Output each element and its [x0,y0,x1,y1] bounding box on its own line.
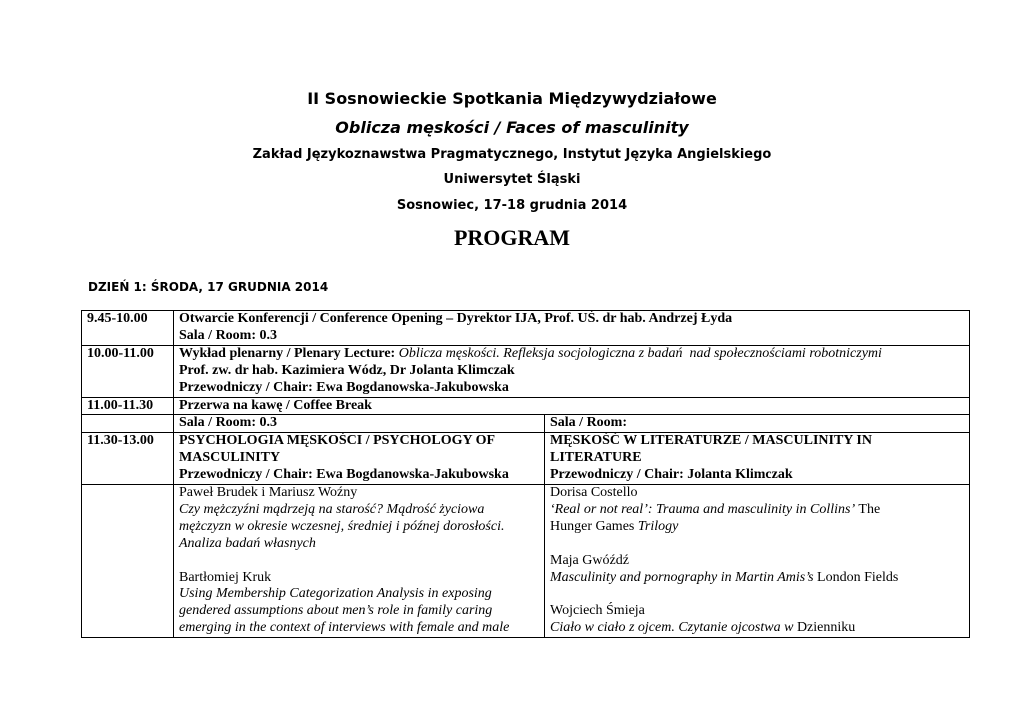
talk-title-roman: Hunger Games [550,518,635,534]
talk-title [550,519,964,536]
plenary-title: Oblicza męskości. Refleksja socjologiczna z badań nad społecznościami robotniczymi [395,345,882,361]
talk-title-roman: Dzienniku [793,620,856,636]
event-cell [174,311,970,346]
talk-title-italic: Ciało w ciało z ojcem. Czytanie ojcostwa w [550,620,794,636]
talk-author: Paweł Brudek i Mariusz Woźny [179,485,358,501]
session-title: MĘSKOŚĆ W LITERATURZE / MASCULINITY IN [550,433,872,449]
conference-subtitle: Oblicza męskości / Faces of masculinity [335,118,689,137]
organizer-department: Zakład Językoznawstwa Pragmatycznego, Instytut Języka Angielskiego [252,147,772,162]
talk-author: Dorisa Costello [550,485,638,501]
time-cell: 9.45-10.00 [82,311,174,346]
talk-title: gendered assumptions about men’s role in family caring [179,603,493,619]
event-cell: Przerwa na kawę / Coffee Break [174,397,970,415]
room-right: Sala / Room: [545,415,970,433]
talk-title: mężczyzn w okresie wczesnej, średniej i późnej dorosłości. [179,518,505,534]
time-cell [82,415,174,433]
table-row [82,311,970,346]
plenary-chair: Przewodniczy / Chair: Ewa Bogdanowska-Jakubowska [179,379,509,395]
talk-title: Czy mężczyźni mądrzeją na starość? Mądrość życiowa [179,501,485,517]
day-heading: DZIEŃ 1: ŚRODA, 17 GRUDNIA 2014 [88,280,329,294]
event-room: Sala / Room: 0.3 [179,327,277,343]
spacer [550,536,964,553]
talk-title [550,620,964,637]
talk-author: Wojciech Śmieja [550,603,645,619]
talk-title-italic: Trilogy [634,518,679,534]
session-title: LITERATURE [550,450,642,466]
table-row [82,485,970,638]
plenary-label: Wykład plenarny / Plenary Lecture: [179,345,396,361]
session-title: PSYCHOLOGIA MĘSKOŚCI / PSYCHOLOGY OF [179,433,496,449]
program-table [81,310,970,638]
talk-title-italic: Masculinity and pornography in Martin Amis’s [550,569,814,585]
talk-author: Bartłomiej Kruk [179,569,272,585]
session-right [545,433,970,485]
table-row [82,345,970,397]
table-row [82,433,970,485]
talk-title [550,570,964,587]
time-cell [82,485,174,638]
talk-title: Analiza badań własnych [179,535,316,551]
event-title: Otwarcie Konferencji / Conference Opening – Dyrektor IJA, Prof. UŚ. dr hab. Andrzej Łyda [179,311,733,326]
session-chair: Przewodniczy / Chair: Jolanta Klimczak [550,467,793,483]
time-cell: 10.00-11.00 [82,345,174,397]
talk-title [550,502,964,519]
talk-title-italic: ‘Real or not real’: Trauma and masculinity in Collins’ [550,501,856,517]
time-cell: 11.00-11.30 [82,397,174,415]
talk-title-roman: London Fields [813,569,899,585]
table-row [82,415,970,433]
talk-author: Maja Gwóźdź [550,552,629,568]
session-chair: Przewodniczy / Chair: Ewa Bogdanowska-Jakubowska [179,467,509,483]
time-cell: 11.30-13.00 [82,433,174,485]
talks-right [545,485,970,638]
plenary-speakers: Prof. zw. dr hab. Kazimiera Wódz, Dr Jolanta Klimczak [179,362,515,378]
talk-title-roman: The [855,501,881,517]
plenary-title-line [179,346,964,363]
conference-title: II Sosnowieckie Spotkania Międzywydziałowe [307,89,717,108]
session-title: MASCULINITY [179,450,281,466]
room-left: Sala / Room: 0.3 [174,415,545,433]
talk-title: emerging in the context of interviews with female and male [179,620,510,636]
table-row [82,397,970,415]
organizer-university: Uniwersytet Śląski [443,172,581,187]
talks-left [174,485,545,638]
talk-title: Using Membership Categorization Analysis in exposing [179,586,492,602]
event-cell [174,345,970,397]
program-heading: PROGRAM [453,225,571,250]
conference-place-date: Sosnowiec, 17-18 grudnia 2014 [396,198,628,213]
spacer [550,586,964,603]
session-left [174,433,545,485]
spacer [179,553,539,570]
